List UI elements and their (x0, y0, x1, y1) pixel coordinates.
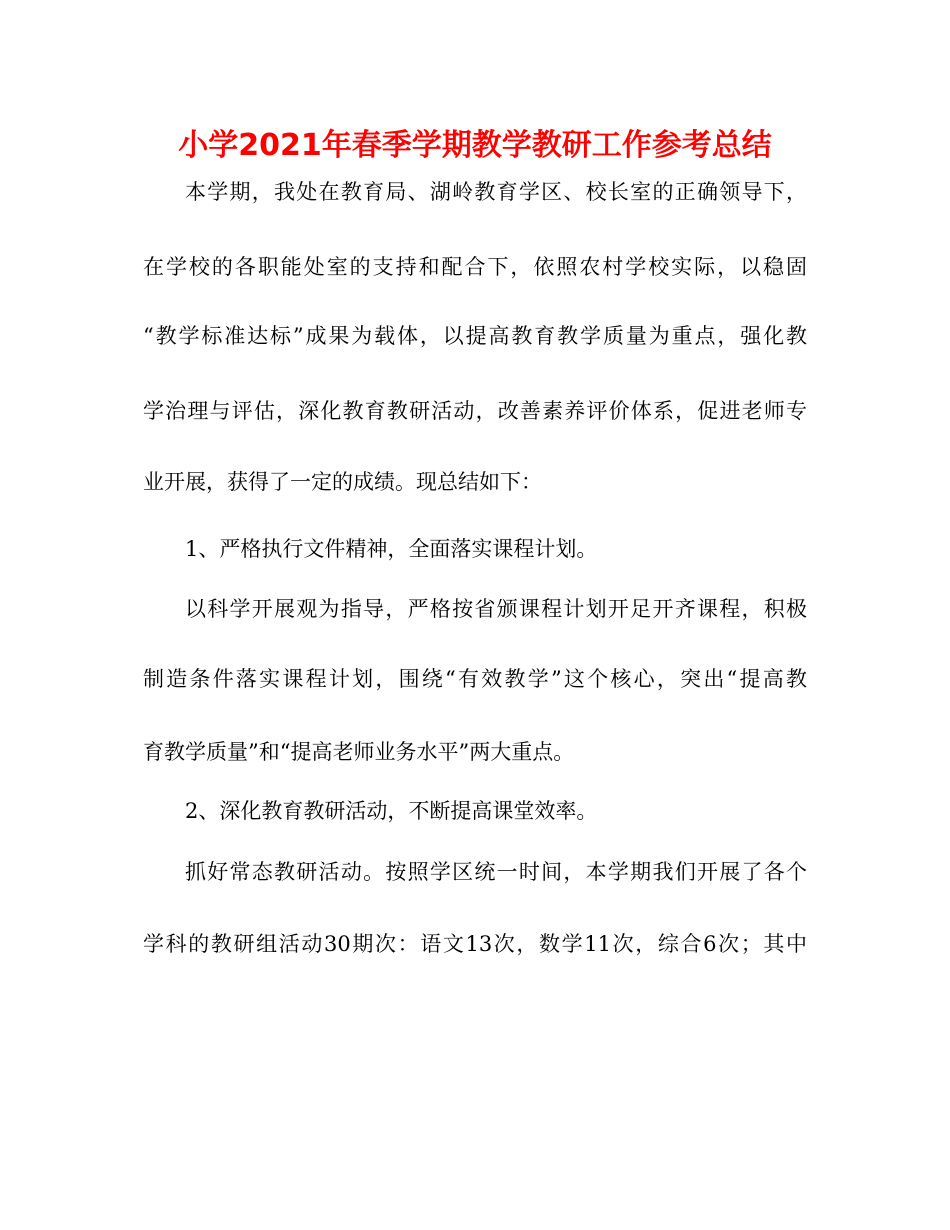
document-title: 小学2021年春季学期教学教研工作参考总结 (178, 128, 772, 163)
paragraph-line: 制造条件落实课程计划，围绕“有效教学”这个核心，突出“提高教 (143, 667, 807, 691)
paragraph-line: 在学校的各职能处室的支持和配合下，依照农村学校实际，以稳固 (143, 255, 807, 279)
paragraph-line: 本学期，我处在教育局、湖岭教育学区、校长室的正确领导下， (185, 180, 807, 204)
section-heading: 2、深化教育教研活动，不断提高课堂效率。 (185, 799, 598, 823)
paragraph-line: 学治理与评估，深化教育教研活动，改善素养评价体系，促进老师专 (143, 399, 807, 423)
paragraph-line: 学科的教研组活动30期次：语文13次，数学11次，综合6次；其中 (143, 932, 807, 956)
paragraph-line: “教学标准达标”成果为载体，以提高教育教学质量为重点，强化教 (143, 324, 807, 348)
paragraph-line: 以科学开展观为指导，严格按省颁课程计划开足开齐课程，积极 (185, 597, 807, 621)
paragraph-line: 业开展，获得了一定的成绩。现总结如下： (143, 470, 542, 494)
paragraph-line: 育教学质量”和“提高老师业务水平”两大重点。 (143, 740, 575, 764)
paragraph-line: 抓好常态教研活动。按照学区统一时间，本学期我们开展了各个 (185, 860, 807, 884)
section-heading: 1、严格执行文件精神，全面落实课程计划。 (185, 537, 598, 561)
